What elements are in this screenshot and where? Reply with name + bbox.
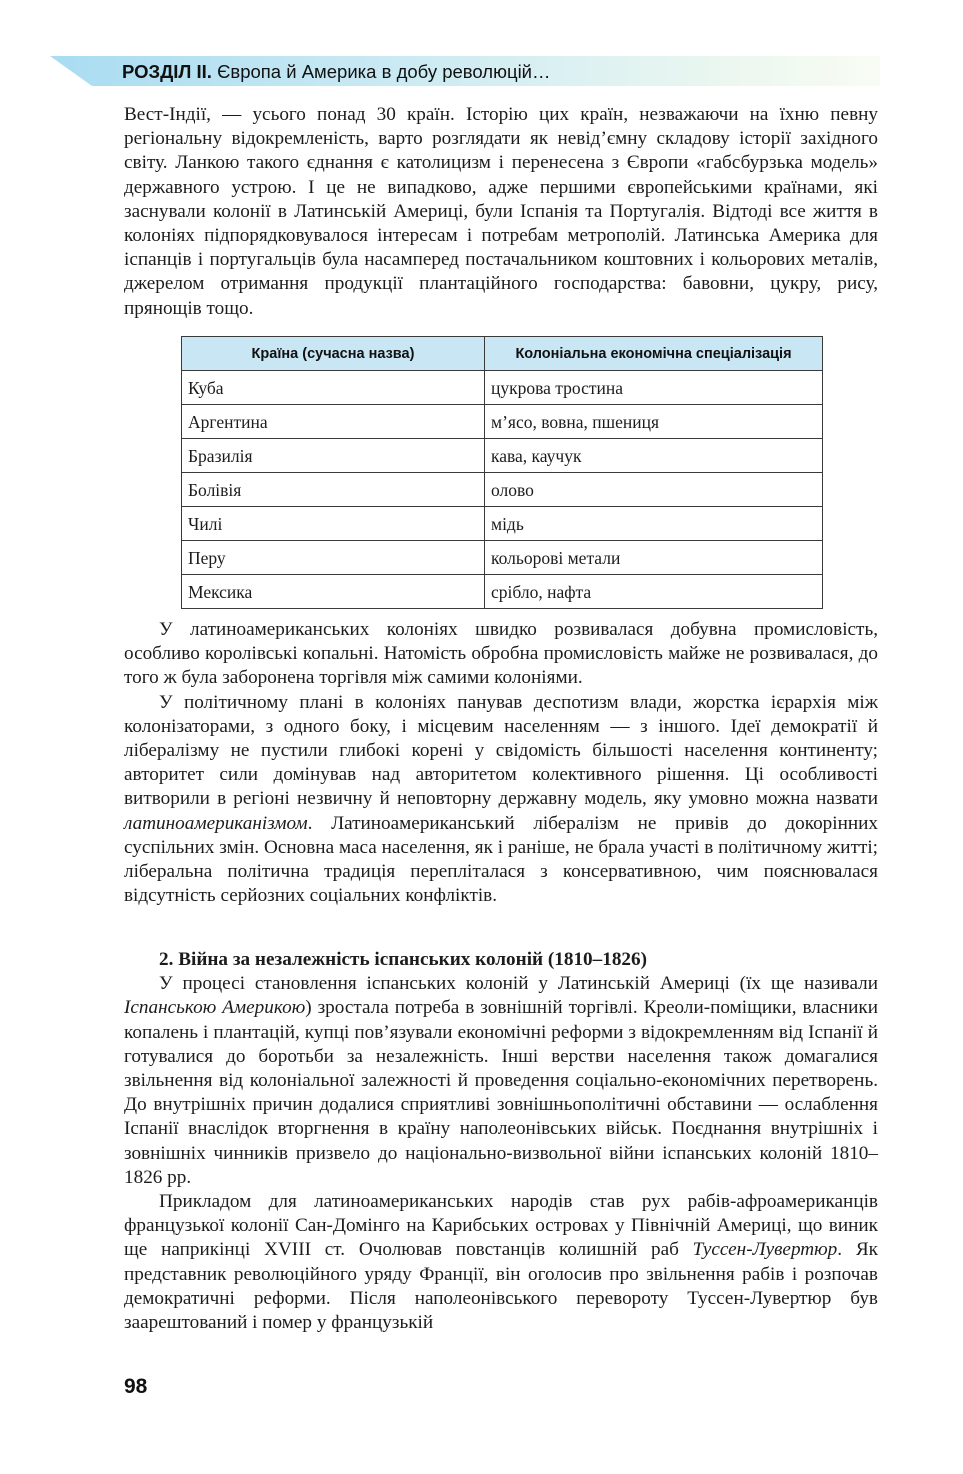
paragraph-3-text: У політичному плані в колоніях панував деспотизм влади, жорстка ієрархія між колонізаторами, з одного боку, і місцевим населенням — з іншого. Ідеї демократії й лібералізму не пустили глибокі корені у свідомість більшості населення континенту; авторитет сили домінував над авторитетом колективного рішення. Ці особливості витворили в регіоні незвичну й неповторну державну модель, яку умовно можна назвати [124, 691, 878, 810]
table-cell-country: Болівія [182, 473, 485, 507]
table-row [182, 541, 823, 575]
intro-text [124, 103, 878, 321]
section-title: Європа й Америка в добу революцій… [217, 61, 551, 82]
table-cell-country: Перу [182, 541, 485, 575]
table-row [182, 371, 823, 405]
colonial-specialization-table [181, 336, 823, 609]
table-row [182, 507, 823, 541]
page-number: 98 [124, 1375, 148, 1398]
table-cell-country: Бразилія [182, 439, 485, 473]
table-row [182, 473, 823, 507]
table-cell-country: Мексика [182, 575, 485, 609]
section-header [122, 59, 551, 85]
table-cell-specialization: кава, каучук [485, 439, 823, 473]
section-label: РОЗДІЛ II. [122, 61, 212, 82]
section-2-paragraph-1-text: У процесі становлення іспанських колоній у Латинській Америці (їх ще називали [159, 973, 878, 995]
table-cell-country: Аргентина [182, 405, 485, 439]
table-cell-specialization: цукрова тростина [485, 371, 823, 405]
paragraph-3-text-end: . Латиноамериканський лібералізм не привів до докорінних суспільних змін. Основна маса населення, як і раніше, не брала участі в політичному житті; ліберальна політична традиція перепліталася з консервативною, чим пояснювалася відсутність серйозних соціальних конфліктів. [124, 812, 878, 907]
paragraph-3 [124, 691, 878, 909]
table-cell-specialization: олово [485, 473, 823, 507]
section-2-paragraph-2-text: Прикладом для латиноамериканських народів став рух рабів-афроамериканців французької колонії Сан-Домінго на Карибських островах у Північній Америці, що виник ще наприкінці XVIII ст. Очолював повстанців колишній раб [124, 1191, 878, 1261]
section-2-paragraph-2 [124, 1190, 878, 1335]
section-2-paragraph-1 [124, 972, 878, 1190]
term-latinamericanism: латиноамериканізмом [124, 812, 308, 834]
paragraph-1: Вест-Індії, — усього понад 30 країн. Історію цих країн, незважаючи на їхню певну регіональну відокремленість, варто розглядати як невід’ємну складову історії західного світу. Ланкою такого єднання є католицизм і перенесена з Європи «габсбурзька модель» державного устрою. І це не випадково, адже першими європейськими країнами, які заснували колонії в Латинській Америці, були Іспанія та Португалія. Відтоді все життя в колоніях підпорядковувалося інтересам і потребам метрополій. Латинська Америка для іспанців і португальців була насамперед постачальником коштовних і кольорових металів, джерелом отримання продукції плантаційного господарства: бавовни, цукру, рису, прянощів тощо. [124, 104, 878, 319]
table-cell-specialization: м’ясо, вовна, пшениця [485, 405, 823, 439]
table-header-specialization: Колоніальна економічна спеціалізація [485, 337, 823, 371]
table-row [182, 439, 823, 473]
table-cell-country: Чилі [182, 507, 485, 541]
section-2-paragraph-2-text-end: . Як представник революційного уряду Франції, він оголосив про звільнення рабів і розпочав демократичні реформи. Після наполеонівського перевороту Туссен-Лувертюр був заарештований і помер у французькій [124, 1239, 878, 1334]
section-2-paragraph-1-text-end: ) зростала потреба в зовнішній торгівлі. Креоли-поміщики, власники копалень і плантацій, купці пов’язували економічні реформи з відокремленням від Іспанії й готувалися до боротьби за незалежність. Інші верстви населення також домагалися звільнення від колоніальної залежності й проведення соціально-економічних перетворень. До внутрішніх причин додалися сприятливі зовнішньополітичні обставини — ослаблення Іспанії внаслідок вторгнення в країну наполеонівських військ. Поєднання внутрішніх і зовнішніх чинників призвело до національно-визвольної війни іспанських колоній 1810–1826 рр. [124, 997, 878, 1188]
table-cell-specialization: мідь [485, 507, 823, 541]
paragraph-2: У латиноамериканських колоніях швидко розвивалася добувна промисловість, особливо королівські копальні. Натомість обробна промисловість майже не розвивалася, до того ж була заборонена торгівля між самими колоніями. [124, 619, 878, 689]
section-2-heading: 2. Війна за незалежність іспанських колоній (1810–1826) [159, 949, 648, 970]
table-cell-specialization: кольорові метали [485, 541, 823, 575]
table-cell-country: Куба [182, 371, 485, 405]
table-row [182, 575, 823, 609]
table-cell-specialization: срібло, нафта [485, 575, 823, 609]
term-toussaint-louverture: Туссен-Лувертюр [692, 1239, 838, 1261]
table-header-country: Країна (сучасна назва) [182, 337, 485, 371]
section-2 [124, 948, 878, 1335]
table-header-row [182, 337, 823, 371]
term-spanish-america: Іспанською Америкою [124, 997, 306, 1019]
table-row [182, 405, 823, 439]
colonies-text [124, 618, 878, 908]
